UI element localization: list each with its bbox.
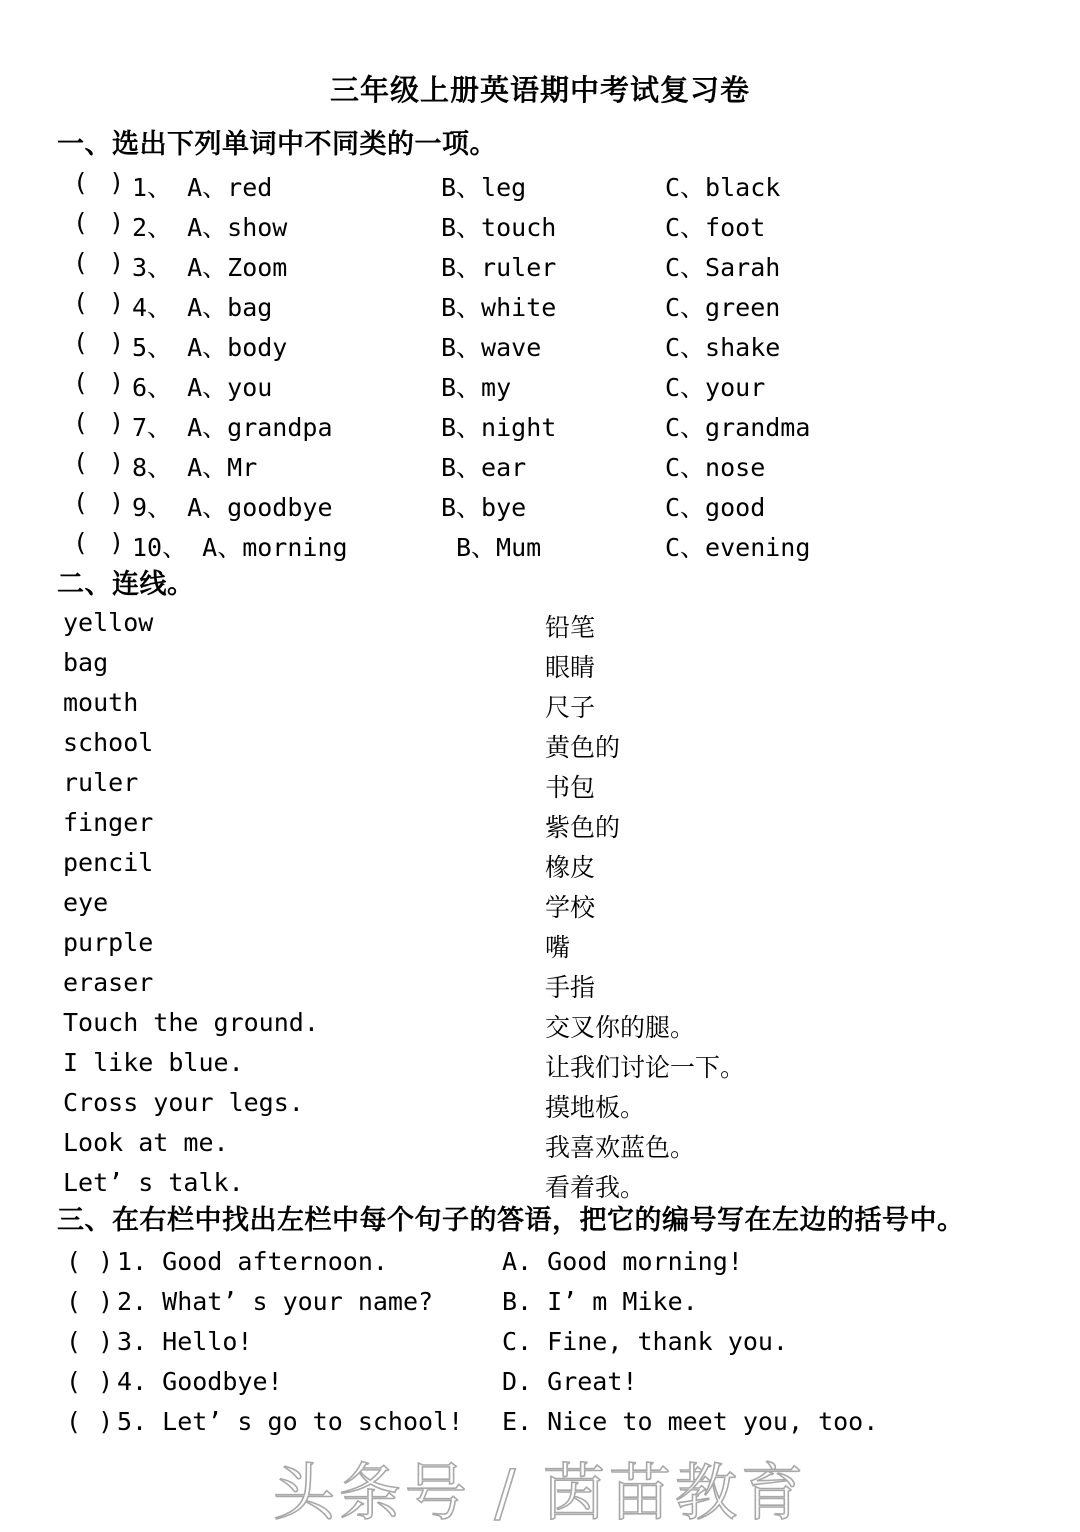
qa-answer[interactable]: A. Good morning! — [502, 1247, 743, 1276]
qa-row — [0, 1327, 1080, 1367]
match-row — [0, 608, 1080, 648]
match-left-item[interactable]: Cross your legs. — [63, 1088, 304, 1117]
match-left-item[interactable]: Let’ s talk. — [63, 1168, 244, 1197]
qa-question[interactable]: 1. Good afternoon. — [117, 1247, 388, 1276]
answer-blank[interactable]: ( ) — [66, 1327, 115, 1356]
watermark: 头条号 / 茵苗教育 — [272, 1456, 808, 1529]
qa-answer[interactable]: D. Great! — [502, 1367, 638, 1396]
mc-option-c[interactable]: C、nose — [665, 453, 766, 482]
match-left-item[interactable]: mouth — [63, 688, 139, 717]
match-left-item[interactable]: eraser — [63, 968, 154, 997]
mc-question-row — [0, 408, 1080, 448]
qa-row — [0, 1407, 1080, 1447]
answer-blank[interactable]: ( ) — [73, 528, 128, 557]
answer-blank[interactable]: ( ) — [66, 1287, 115, 1316]
match-right-item[interactable]: 手指 — [545, 973, 596, 1002]
answer-blank[interactable]: ( ) — [73, 368, 128, 397]
mc-option-b[interactable]: B、touch — [441, 213, 557, 242]
answer-blank[interactable]: ( ) — [73, 288, 128, 317]
match-left-item[interactable]: I like blue. — [63, 1048, 244, 1077]
match-left-item[interactable]: Look at me. — [63, 1128, 229, 1157]
mc-option-b[interactable]: B、my — [441, 373, 512, 402]
answer-blank[interactable]: ( ) — [73, 168, 128, 197]
mc-option-b[interactable]: B、night — [441, 413, 557, 442]
mc-option-c[interactable]: C、your — [665, 373, 766, 402]
match-row — [0, 928, 1080, 968]
mc-question-row — [0, 448, 1080, 488]
match-right-item[interactable]: 嘴 — [545, 933, 571, 962]
section-3-matching-list — [0, 1247, 1080, 1447]
mc-option-b[interactable]: B、white — [441, 293, 557, 322]
match-right-item[interactable]: 橡皮 — [545, 853, 596, 882]
section-1-question-list — [0, 168, 1080, 568]
match-row — [0, 1048, 1080, 1088]
match-row — [0, 888, 1080, 928]
answer-blank[interactable]: ( ) — [73, 408, 128, 437]
match-right-item[interactable]: 交叉你的腿。 — [545, 1013, 696, 1042]
mc-option-b[interactable]: B、ruler — [441, 253, 557, 282]
answer-blank[interactable]: ( ) — [73, 208, 128, 237]
match-left-item[interactable]: Touch the ground. — [63, 1008, 319, 1037]
answer-blank[interactable]: ( ) — [73, 328, 128, 357]
match-row — [0, 848, 1080, 888]
qa-question[interactable]: 5. Let’ s go to school! — [117, 1407, 464, 1436]
qa-row — [0, 1367, 1080, 1407]
section-2-heading: 二、连线。 — [57, 569, 195, 600]
qa-answer[interactable]: E. Nice to meet you, too. — [502, 1407, 879, 1436]
mc-option-c[interactable]: C、green — [665, 293, 781, 322]
match-left-item[interactable]: ruler — [63, 768, 139, 797]
mc-option-a[interactable]: 7、 A、grandpa — [132, 413, 333, 442]
mc-question-row — [0, 208, 1080, 248]
mc-option-b[interactable]: B、wave — [441, 333, 542, 362]
answer-blank[interactable]: ( ) — [66, 1407, 115, 1436]
section-2-matching-list — [0, 608, 1080, 1208]
mc-option-b[interactable]: B、ear — [441, 453, 527, 482]
match-row — [0, 968, 1080, 1008]
mc-option-c[interactable]: C、black — [665, 173, 781, 202]
match-right-item[interactable]: 尺子 — [545, 693, 596, 722]
match-left-item[interactable]: purple — [63, 928, 154, 957]
qa-row — [0, 1247, 1080, 1287]
match-right-item[interactable]: 书包 — [545, 773, 596, 802]
mc-option-a[interactable]: 9、 A、goodbye — [132, 493, 333, 522]
match-right-item[interactable]: 我喜欢蓝色。 — [545, 1133, 696, 1162]
mc-option-c[interactable]: C、evening — [665, 533, 811, 562]
match-row — [0, 1128, 1080, 1168]
mc-question-row — [0, 328, 1080, 368]
mc-option-c[interactable]: C、grandma — [665, 413, 811, 442]
qa-question[interactable]: 4. Goodbye! — [117, 1367, 283, 1396]
match-row — [0, 1008, 1080, 1048]
mc-option-a[interactable]: 10、 A、morning — [132, 533, 348, 562]
mc-option-c[interactable]: C、foot — [665, 213, 766, 242]
qa-question[interactable]: 2. What’ s your name? — [117, 1287, 434, 1316]
match-row — [0, 688, 1080, 728]
mc-question-row — [0, 368, 1080, 408]
mc-option-a[interactable]: 3、 A、Zoom — [132, 253, 288, 282]
mc-option-a[interactable]: 2、 A、show — [132, 213, 288, 242]
mc-question-row — [0, 488, 1080, 528]
answer-blank[interactable]: ( ) — [73, 448, 128, 477]
mc-option-b[interactable]: B、Mum — [456, 533, 542, 562]
match-left-item[interactable]: bag — [63, 648, 109, 677]
answer-blank[interactable]: ( ) — [73, 248, 128, 277]
qa-row — [0, 1287, 1080, 1327]
mc-question-row — [0, 248, 1080, 288]
mc-option-c[interactable]: C、Sarah — [665, 253, 781, 282]
match-row — [0, 768, 1080, 808]
mc-option-a[interactable]: 6、 A、you — [132, 373, 273, 402]
match-right-item[interactable]: 眼睛 — [545, 653, 596, 682]
answer-blank[interactable]: ( ) — [66, 1247, 115, 1276]
match-row — [0, 648, 1080, 688]
match-right-item[interactable]: 看着我。 — [545, 1173, 646, 1202]
match-right-item[interactable]: 黄色的 — [545, 733, 621, 762]
page-title: 三年级上册英语期中考试复习卷 — [329, 73, 750, 107]
match-row — [0, 808, 1080, 848]
match-right-item[interactable]: 摸地板。 — [545, 1093, 646, 1122]
match-right-item[interactable]: 铅笔 — [545, 613, 596, 642]
qa-question[interactable]: 3. Hello! — [117, 1327, 253, 1356]
mc-option-b[interactable]: B、leg — [441, 173, 527, 202]
mc-question-row — [0, 288, 1080, 328]
mc-option-c[interactable]: C、good — [665, 493, 766, 522]
mc-option-a[interactable]: 8、 A、Mr — [132, 453, 258, 482]
match-left-item[interactable]: school — [63, 728, 154, 757]
mc-option-c[interactable]: C、shake — [665, 333, 781, 362]
match-row — [0, 728, 1080, 768]
answer-blank[interactable]: ( ) — [73, 488, 128, 517]
match-left-item[interactable]: finger — [63, 808, 154, 837]
qa-answer[interactable]: C. Fine, thank you. — [502, 1327, 788, 1356]
match-right-item[interactable]: 紫色的 — [545, 813, 621, 842]
section-3-heading: 三、在右栏中找出左栏中每个句子的答语，把它的编号写在左边的括号中。 — [57, 1205, 965, 1236]
qa-answer[interactable]: B. I’ m Mike. — [502, 1287, 698, 1316]
mc-option-a[interactable]: 4、 A、bag — [132, 293, 273, 322]
match-right-item[interactable]: 学校 — [545, 893, 596, 922]
section-1-heading: 一、选出下列单词中不同类的一项。 — [57, 129, 497, 160]
match-row — [0, 1088, 1080, 1128]
match-right-item[interactable]: 让我们讨论一下。 — [545, 1053, 746, 1082]
mc-question-row — [0, 168, 1080, 208]
mc-option-a[interactable]: 1、 A、red — [132, 173, 273, 202]
match-left-item[interactable]: pencil — [63, 848, 154, 877]
answer-blank[interactable]: ( ) — [66, 1367, 115, 1396]
mc-option-b[interactable]: B、bye — [441, 493, 527, 522]
match-left-item[interactable]: eye — [63, 888, 109, 917]
mc-option-a[interactable]: 5、 A、body — [132, 333, 288, 362]
match-left-item[interactable]: yellow — [63, 608, 154, 637]
